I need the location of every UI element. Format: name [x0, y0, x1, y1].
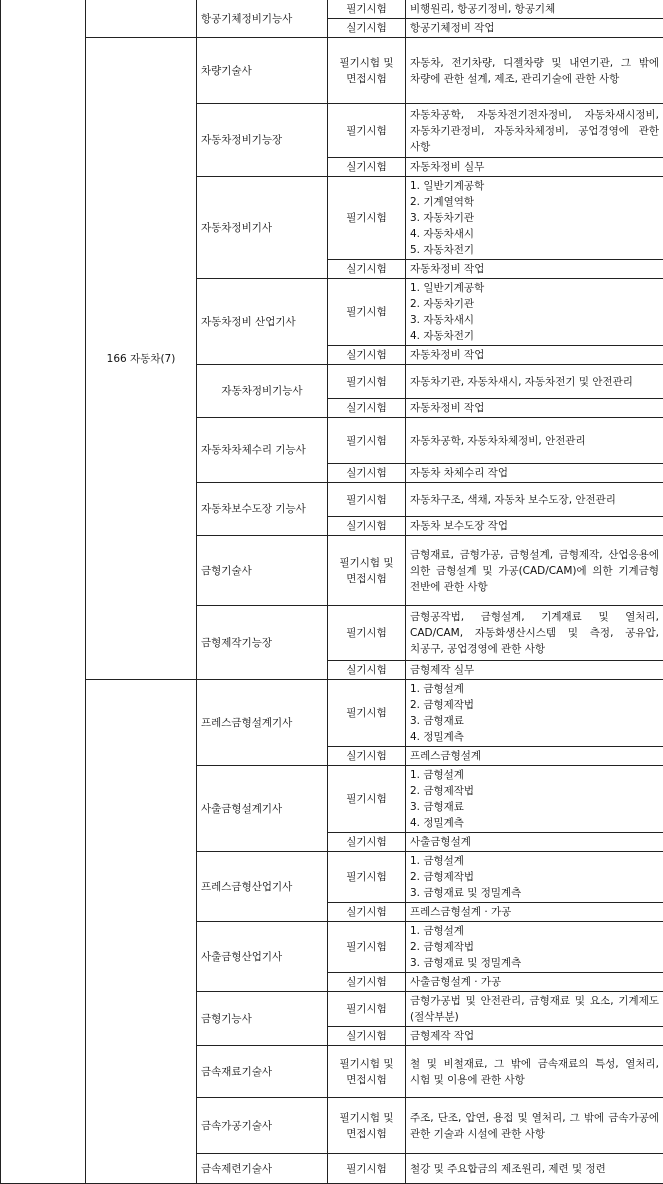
exam-subjects-cell: 자동차 보수도장 작업: [406, 517, 663, 536]
job-category-cell: [86, 0, 197, 38]
exam-subjects-cell: 자동차구조, 색채, 자동차 보수도장, 안전관리: [406, 483, 663, 517]
exam-type-cell: 필기시험: [328, 1154, 406, 1184]
subject-list-item: 2. 금형제작법: [410, 783, 659, 799]
job-category-cell: [86, 680, 197, 1184]
exam-type-cell: 필기시험: [328, 483, 406, 517]
exam-subjects-cell: 철강 및 주요합금의 제조원리, 제련 및 정련: [406, 1154, 663, 1184]
exam-subjects-cell: 금형가공법 및 안전관리, 금형재료 및 요소, 기계제도(절삭부분): [406, 992, 663, 1027]
exam-subjects-cell: 자동차 차체수리 작업: [406, 464, 663, 483]
qualification-name-cell: 자동차정비기사: [197, 177, 328, 279]
exam-type-cell: 실기시험: [328, 1027, 406, 1046]
qualification-name-cell: 자동차정비기능사: [197, 365, 328, 418]
exam-subjects-cell: 금형제작 실무: [406, 661, 663, 680]
exam-subjects-cell: 금형재료, 금형가공, 금형설계, 금형제작, 산업응용에 의한 금형설계 및 가공(CAD/CAM)에 의한 기계금형 전반에 관한 사항: [406, 536, 663, 606]
exam-type-cell: 실기시험: [328, 19, 406, 38]
field-category-cell: [1, 0, 86, 1184]
exam-subjects-cell: 자동차정비 작업: [406, 346, 663, 365]
exam-subjects-cell: [406, 177, 663, 260]
exam-subjects-cell: 주조, 단조, 압연, 용접 및 열처리, 그 밖에 금속가공에 관한 기술과 시설에 관한 사항: [406, 1098, 663, 1154]
exam-subjects-cell: 자동차정비 작업: [406, 260, 663, 279]
subject-list-item: 2. 기계열역학: [410, 194, 659, 210]
exam-subjects-cell: 사출금형설계 · 가공: [406, 973, 663, 992]
exam-type-cell: 실기시험: [328, 399, 406, 418]
exam-type-cell: 실기시험: [328, 158, 406, 177]
qualification-name-cell: 항공기체정비기능사: [197, 0, 328, 38]
subject-list-item: 1. 일반기계공학: [410, 280, 659, 296]
exam-type-cell: 필기시험: [328, 279, 406, 346]
subject-list-item: 4. 자동차전기: [410, 328, 659, 344]
subject-list-item: 2. 금형제작법: [410, 697, 659, 713]
qualification-name-cell: 금속가공기술사: [197, 1098, 328, 1154]
exam-subjects-cell: [406, 279, 663, 346]
qualification-name-cell: 프레스금형설계기사: [197, 680, 328, 766]
exam-subjects-cell: [406, 680, 663, 747]
subject-list-item: 4. 정밀계측: [410, 815, 659, 831]
qualification-name-cell: 자동차정비기능장: [197, 104, 328, 177]
exam-subjects-cell: 비행원리, 항공기정비, 항공기체: [406, 0, 663, 19]
qualification-name-cell: 자동차정비 산업기사: [197, 279, 328, 365]
exam-type-cell: 실기시험: [328, 661, 406, 680]
subject-list-item: 3. 금형재료 및 정밀계측: [410, 955, 659, 971]
exam-subjects-cell: 자동차기관, 자동차새시, 자동차전기 및 안전관리: [406, 365, 663, 399]
qualification-name-cell: 금형기능사: [197, 992, 328, 1046]
exam-type-cell: 필기시험: [328, 418, 406, 464]
exam-type-cell: 실기시험: [328, 517, 406, 536]
qualification-name-cell: 프레스금형산업기사: [197, 852, 328, 922]
exam-type-cell: 필기시험: [328, 365, 406, 399]
table-row: [1, 38, 663, 104]
exam-subjects-cell: 자동차정비 작업: [406, 399, 663, 418]
subject-list-item: 1. 일반기계공학: [410, 178, 659, 194]
exam-type-cell: 필기시험: [328, 992, 406, 1027]
qualification-name-cell: 금형기술사: [197, 536, 328, 606]
subject-list-item: 2. 자동차기관: [410, 296, 659, 312]
subject-list-item: 4. 자동차새시: [410, 226, 659, 242]
exam-subjects-cell: [406, 922, 663, 973]
job-category-cell: 166 자동차(7): [86, 38, 197, 680]
exam-subjects-cell: 자동차공학, 자동차전기전자정비, 자동차새시정비, 자동차기관정비, 자동차차체정비, 공업경영에 관한 사항: [406, 104, 663, 158]
qualification-name-cell: 사출금형설계기사: [197, 766, 328, 852]
exam-subjects-cell: 철 및 비철재료, 그 밖에 금속재료의 특성, 열처리, 시험 및 이용에 관한 사항: [406, 1046, 663, 1098]
exam-type-cell: 필기시험 및 면접시험: [328, 1098, 406, 1154]
subject-list-item: 2. 금형제작법: [410, 869, 659, 885]
exam-subjects-cell: 항공기체정비 작업: [406, 19, 663, 38]
exam-type-cell: 필기시험 및 면접시험: [328, 1046, 406, 1098]
table-row: [1, 680, 663, 747]
exam-type-cell: 실기시험: [328, 973, 406, 992]
subject-list-item: 1. 금형설계: [410, 681, 659, 697]
subject-list-item: 3. 금형재료: [410, 713, 659, 729]
subject-list-item: 2. 금형제작법: [410, 939, 659, 955]
exam-type-cell: 필기시험: [328, 606, 406, 661]
qualification-name-cell: 금속제련기술사: [197, 1154, 328, 1184]
exam-subjects-cell: 프레스금형설계: [406, 747, 663, 766]
exam-type-cell: 실기시험: [328, 833, 406, 852]
exam-subjects-cell: 프레스금형설계 · 가공: [406, 903, 663, 922]
exam-subjects-cell: [406, 852, 663, 903]
subject-list-item: 3. 금형재료: [410, 799, 659, 815]
exam-type-cell: 필기시험: [328, 680, 406, 747]
exam-type-cell: 실기시험: [328, 346, 406, 365]
exam-subjects-cell: 자동차공학, 자동차차체정비, 안전관리: [406, 418, 663, 464]
exam-type-cell: 실기시험: [328, 747, 406, 766]
qualification-name-cell: 자동차차체수리 기능사: [197, 418, 328, 483]
qualification-name-cell: 자동차보수도장 기능사: [197, 483, 328, 536]
exam-type-cell: 실기시험: [328, 903, 406, 922]
exam-subjects-cell: 자동차정비 실무: [406, 158, 663, 177]
exam-type-cell: 필기시험: [328, 922, 406, 973]
qualification-name-cell: 차량기술사: [197, 38, 328, 104]
exam-type-cell: 필기시험: [328, 852, 406, 903]
exam-type-cell: 필기시험: [328, 177, 406, 260]
exam-type-cell: 필기시험 및 면접시험: [328, 536, 406, 606]
exam-subjects-cell: [406, 766, 663, 833]
exam-type-cell: 필기시험: [328, 104, 406, 158]
subject-list-item: 1. 금형설계: [410, 767, 659, 783]
qualification-name-cell: 금형제작기능장: [197, 606, 328, 680]
table-row: [1, 0, 663, 19]
qualification-name-cell: 사출금형산업기사: [197, 922, 328, 992]
subject-list-item: 4. 정밀계측: [410, 729, 659, 745]
exam-type-cell: 실기시험: [328, 260, 406, 279]
exam-type-cell: 필기시험: [328, 766, 406, 833]
exam-type-cell: 필기시험: [328, 0, 406, 19]
subject-list-item: 3. 자동차기관: [410, 210, 659, 226]
qualification-name-cell: 금속재료기술사: [197, 1046, 328, 1098]
subject-list-item: 3. 금형재료 및 정밀계측: [410, 885, 659, 901]
subject-list-item: 3. 자동차새시: [410, 312, 659, 328]
exam-subjects-cell: 자동차, 전기차량, 디젤차량 및 내연기관, 그 밖에 차량에 관한 설계, 제조, 관리기술에 관한 사항: [406, 38, 663, 104]
subject-list-item: 5. 자동차전기: [410, 242, 659, 258]
exam-subjects-cell: 금형제작 작업: [406, 1027, 663, 1046]
exam-type-cell: 실기시험: [328, 464, 406, 483]
subject-list-item: 1. 금형설계: [410, 853, 659, 869]
exam-type-cell: 필기시험 및 면접시험: [328, 38, 406, 104]
subject-list-item: 1. 금형설계: [410, 923, 659, 939]
exam-subjects-cell: 금형공작법, 금형설계, 기계재료 및 열처리, CAD/CAM, 자동화생산시스템 및 측정, 공유압, 치공구, 공업경영에 관한 사항: [406, 606, 663, 661]
exam-subjects-cell: 사출금형설계: [406, 833, 663, 852]
